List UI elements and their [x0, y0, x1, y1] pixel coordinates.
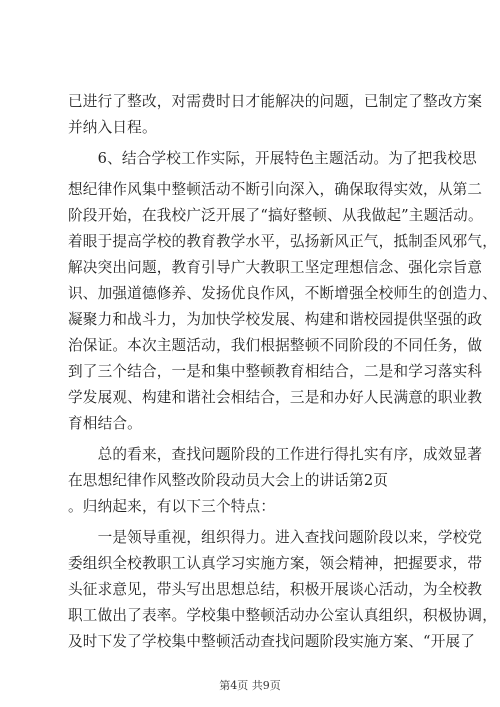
text-line: 及时下发了学校集中整顿活动查找问题阶段实施方案、“开展了 — [68, 633, 476, 650]
text-line: 想纪律作风集中整顿活动不断引向深入，确保取得实效，从第二 — [68, 181, 483, 198]
text-line: 凝聚力和战斗力，为加快学校发展、构建和谐校园提供坚强的政 — [68, 311, 483, 328]
text-line: 头征求意见，带头写出思想总结，积极开展谈心活动，为全校教 — [68, 581, 483, 598]
text-line: 治保证。本次主题活动，我们根据整顿不同阶段的不同任务，做 — [68, 337, 483, 354]
text-line: 委组织全校教职工认真学习实施方案，领会精神，把握要求，带 — [68, 555, 483, 572]
text-line: 学发展观、构建和谐社会相结合，三是和办好人民满意的职业教 — [68, 389, 483, 406]
text-line: 并纳入日程。 — [68, 119, 157, 136]
text-line: 已进行了整改，对需费时日才能解决的问题，已制定了整改方案 — [68, 93, 483, 110]
text-line: 到了三个结合，一是和集中整顿教育相结合，二是和学习落实科 — [68, 363, 483, 380]
text-line: 解决突出问题，教育引导广大教职工坚定理想信念、强化宗旨意 — [68, 259, 483, 276]
text-line: 。归纳起来，有以下三个特点： — [68, 498, 276, 515]
text-line: 总的看来，查找问题阶段的工作进行得扎实有序，成效显著 — [68, 446, 483, 463]
page-number-footer: 第4页 共9页 — [219, 679, 281, 692]
text-line: 职工做出了表率。学校集中整顿活动办公室认真组织，积极协调， — [68, 607, 498, 624]
text-line: 着眼于提高学校的教育教学水平，弘扬新风正气，抵制歪风邪气， — [68, 233, 498, 250]
text-line: 阶段开始，在我校广泛开展了“搞好整顿、从我做起”主题活动。 — [68, 207, 483, 224]
text-line: 6、结合学校工作实际，开展特色主题活动。为了把我校思 — [68, 150, 477, 167]
text-line: 育相结合。 — [68, 415, 142, 432]
text-line: 一是领导重视，组织得力。进入查找问题阶段以来，学校党 — [68, 529, 483, 546]
text-line: 识、加强道德修养、发扬优良作风，不断增强全校师生的创造力、 — [68, 285, 498, 302]
text-line: 在思想纪律作风整改阶段动员大会上的讲话第2页 — [68, 472, 389, 489]
